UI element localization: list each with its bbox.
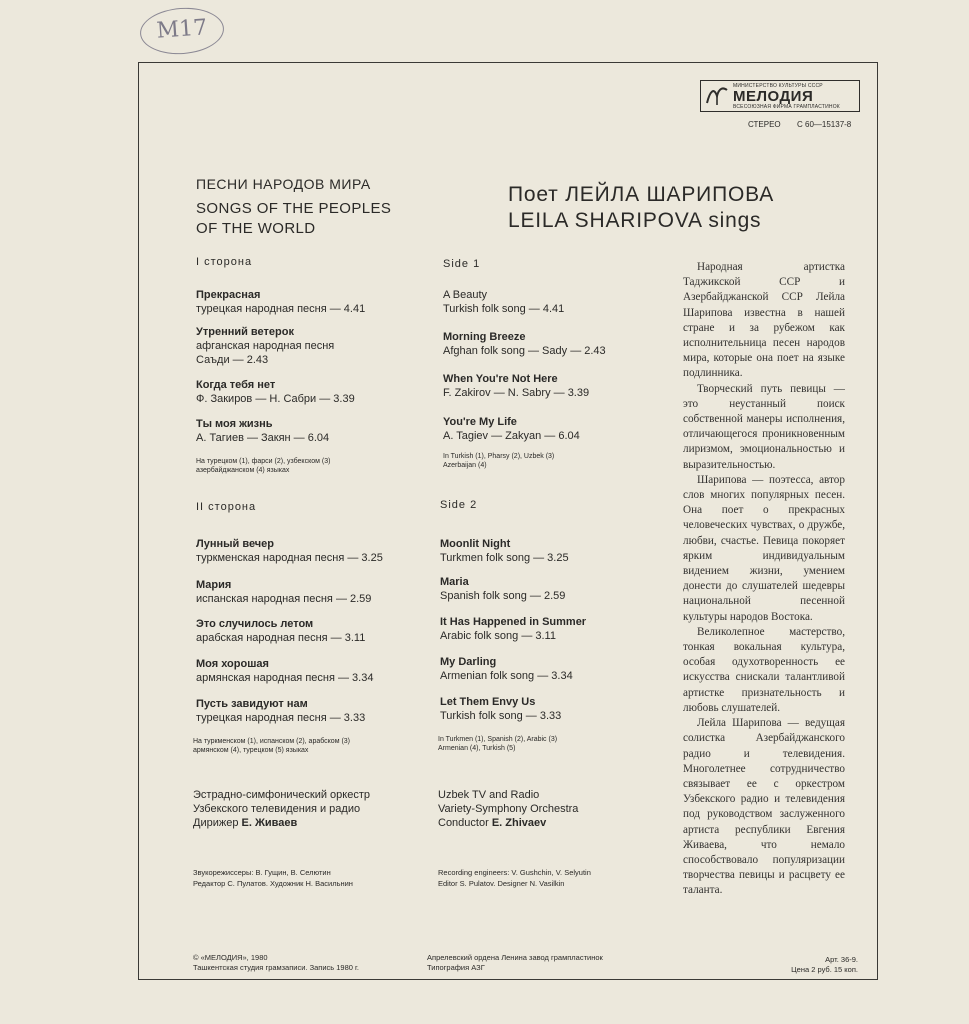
biography [683, 260, 845, 899]
track-item [440, 695, 561, 723]
language-note [196, 457, 330, 475]
track-title: Moonlit Night [440, 538, 511, 550]
track-item [440, 537, 569, 565]
conductor-line [438, 816, 578, 830]
credit-line: Variety-Symphony Orchestra [438, 803, 579, 815]
track-title: Мария [196, 579, 232, 591]
footer-line: Ташкентская студия грамзаписи. Запись 1980 г. [193, 963, 359, 972]
language-note-line: азербайджанском (4) языках [196, 467, 290, 474]
orchestra-credit-ru [193, 788, 370, 830]
footer-line: Арт. 36-9. [825, 955, 858, 964]
track-info: туркменская народная песня — 3.25 [196, 552, 383, 564]
series-title-en-1: SONGS OF THE PEOPLES [196, 200, 392, 217]
track-item [440, 575, 565, 603]
track-title: Let Them Envy Us [440, 696, 536, 708]
track-title: Ты моя жизнь [196, 418, 273, 430]
melodiya-logo [700, 80, 860, 112]
track-info: Turkmen folk song — 3.25 [440, 552, 569, 564]
track-info: арабская народная песня — 3.11 [196, 632, 366, 644]
language-note-line: Armenian (4), Turkish (5) [438, 745, 516, 752]
track-info: Turkish folk song — 3.33 [440, 710, 562, 722]
track-title: You're My Life [443, 416, 517, 428]
logo-company: ВСЕСОЮЗНАЯ ФИРМА ГРАМПЛАСТИНОК [733, 103, 840, 110]
credit-line: Uzbek TV and Radio [438, 789, 540, 801]
track-item [443, 415, 580, 443]
track-info: Саъди — 2.43 [196, 354, 269, 366]
track-item [440, 655, 573, 683]
language-note [193, 737, 350, 755]
credit-line: Эстрадно-симфонический оркестр [193, 789, 370, 801]
track-title: Прекрасная [196, 289, 261, 301]
side1-heading-en: Side 1 [443, 258, 481, 270]
footer-line: Типография АЗГ [427, 963, 485, 972]
conductor-name: Е. Живаев [241, 817, 298, 829]
track-info: А. Тагиев — Закян — 6.04 [196, 432, 330, 444]
track-item [196, 288, 365, 316]
logo-ministry: МИНИСТЕРСТВО КУЛЬТУРЫ СССР [733, 82, 823, 89]
conductor-label: Дирижер [193, 817, 239, 829]
track-title: My Darling [440, 656, 497, 668]
track-item [443, 372, 589, 400]
side2-heading-ru: II сторона [196, 501, 257, 513]
catalog-number: С 60—15137-8 [797, 120, 852, 129]
language-note-line: На туркменском (1), испанском (2), арабском (3) [193, 738, 351, 745]
track-item [196, 417, 329, 445]
track-info: афганская народная песня [196, 340, 335, 352]
bio-paragraph: Шарипова — поэтесса, автор слов многих популярных песен. Она поет о прекрасных человеческих чувствах, о дружбе, любви, счастье. Певица покоряет ярким индивидуальным видением жизни, умением донести до слушателей шедевры национальной песенной культуры народов Востока. [683, 473, 845, 623]
track-info: турецкая народная песня — 4.41 [196, 303, 366, 315]
footer-factory [427, 953, 603, 973]
track-item [196, 697, 365, 725]
footer-price [762, 955, 858, 975]
engineers-line: Recording engineers: V. Gushchin, V. Selyutin [438, 868, 591, 877]
footer-line: © «МЕЛОДИЯ», 1980 [193, 953, 268, 962]
track-item [443, 288, 564, 316]
language-note-line: In Turkmen (1), Spanish (2), Arabic (3) [438, 736, 558, 743]
engineers-ru [193, 867, 353, 889]
track-item [196, 378, 355, 406]
footer-line: Апрелевский ордена Ленина завод грампластинок [427, 953, 603, 962]
track-title: Maria [440, 576, 469, 588]
artist-ru: Поет ЛЕЙЛА ШАРИПОВА [508, 183, 775, 206]
engineers-en [438, 867, 591, 889]
track-info: Ф. Закиров — Н. Сабри — 3.39 [196, 393, 355, 405]
track-title: Утренний ветерок [196, 326, 294, 338]
side1-heading-ru: I сторона [196, 256, 253, 268]
track-info: турецкая народная песня — 3.33 [196, 712, 366, 724]
track-info: Turkish folk song — 4.41 [443, 303, 565, 315]
track-info: Armenian folk song — 3.34 [440, 670, 573, 682]
credit-line: Узбекского телевидения и радио [193, 803, 361, 815]
conductor-line [193, 816, 370, 830]
footer-copyright [193, 953, 359, 973]
track-item [196, 325, 334, 367]
track-title: Это случилось летом [196, 618, 314, 630]
track-info: Arabic folk song — 3.11 [440, 630, 556, 642]
conductor-name: E. Zhivaev [491, 817, 547, 829]
track-title: Пусть завидуют нам [196, 698, 308, 710]
artist-en: LEILA SHARIPOVA sings [508, 209, 762, 232]
engineers-line: Звукорежиссеры: В. Гущин, В. Селютин [193, 868, 331, 877]
language-note-line: На турецком (1), фарси (2), узбекском (3) [196, 458, 331, 465]
bio-paragraph: Великолепное мастерство, тонкая вокальная культура, особая одухотворенность ее искусства снискали талантливой артистке признательность и любовь слушателей. [683, 625, 845, 714]
logo-brand: МЕЛОДИЯ [733, 87, 814, 105]
track-info: Afghan folk song — Sady — 2.43 [443, 345, 606, 357]
series-title-ru: ПЕСНИ НАРОДОВ МИРА [196, 176, 371, 192]
bio-paragraph: Лейла Шарипова — ведущая солистка Азербайджанского радио и телевидения. Многолетнее сотрудничество связывает ее с оркестром Узбекского радио и телевидения под руководством заслуженного артиста республики Евгения Живаева, что немало способствовало популяризации творчества певицы и расцвету ее таланта. [683, 717, 845, 897]
track-item [196, 617, 365, 645]
track-title: When You're Not Here [443, 373, 558, 385]
track-title: Morning Breeze [443, 331, 526, 343]
track-info: F. Zakirov — N. Sabry — 3.39 [443, 387, 590, 399]
track-item [196, 657, 373, 685]
track-info: A. Tagiev — Zakyan — 6.04 [443, 430, 580, 442]
track-title: Когда тебя нет [196, 379, 276, 391]
track-title: Лунный вечер [196, 538, 275, 550]
track-info: испанская народная песня — 2.59 [196, 593, 372, 605]
handwritten-note: M17 [138, 5, 225, 57]
track-item [196, 537, 383, 565]
track-title: It Has Happened in Summer [440, 616, 587, 628]
track-title: Моя хорошая [196, 658, 269, 670]
bio-paragraph: Народная артистка Таджикской ССР и Азербайджанской ССР Лейла Шарипова известна в нашей стране и за рубежом как исполнительница песен народов мира, которые она поет на языке подлинника. [683, 261, 845, 380]
language-note-line: In Turkish (1), Pharsy (2), Uzbek (3) [443, 453, 555, 460]
engineers-line: Редактор С. Пулатов. Художник Н. Васильнин [193, 879, 353, 888]
track-info: армянская народная песня — 3.34 [196, 672, 374, 684]
language-note [438, 735, 557, 753]
series-title-en-2: OF THE WORLD [196, 220, 316, 237]
orchestra-credit-en [438, 788, 578, 830]
conductor-label: Conductor [438, 817, 489, 829]
bio-paragraph: Творческий путь певицы — это неустанный поиск собственной манеры исполнения, отличающегося проникновенным лиризмом, эмоциональностью и выразительностью. [683, 382, 845, 471]
track-info: Spanish folk song — 2.59 [440, 590, 566, 602]
language-note-line: Azerbaijan (4) [443, 462, 487, 469]
track-item [443, 330, 606, 358]
engineers-line: Editor S. Pulatov. Designer N. Vasilkin [438, 879, 565, 888]
language-note-line: армянском (4), турецком (5) языках [193, 747, 309, 754]
footer-line: Цена 2 руб. 15 коп. [791, 965, 858, 974]
language-note [443, 452, 554, 470]
melodiya-mark-icon [704, 83, 730, 109]
side2-heading-en: Side 2 [440, 499, 478, 511]
track-item [196, 578, 371, 606]
track-item [440, 615, 586, 643]
stereo-label: СТЕРЕО [748, 120, 781, 129]
track-title: A Beauty [443, 289, 488, 301]
